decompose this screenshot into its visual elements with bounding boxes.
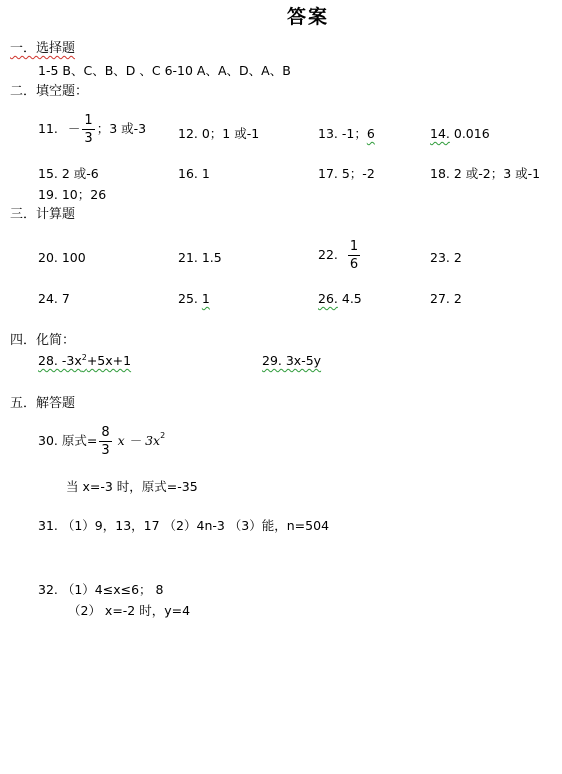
q14-value: 0.016 (453, 126, 490, 141)
answer-12: 12. 0；1 或-1 (178, 126, 260, 141)
q26-value: 4.5 (341, 291, 362, 306)
q28-suffix: +5x+1 (86, 353, 132, 368)
answer-30: 30. 原式= $\frac{8}{3}$ x － 3x $^2$ (38, 425, 166, 458)
fraction-bar (99, 441, 111, 442)
answer-32-part1: 32. （1）4≤x≤6； 8 (38, 582, 164, 597)
q11-denominator: 3 (84, 130, 93, 146)
heading-text: 一．选择题 (10, 41, 76, 56)
q29-text: 29. 3x-5y (262, 353, 322, 368)
answer-31: 31. （1）9，13，17 （2）4n-3 （3）能，n=504 (38, 518, 330, 533)
answer-19: 19. 10；26 (38, 187, 107, 202)
section-heading-solve: 五．解答题 (10, 396, 76, 411)
answer-18: 18. 2 或-2；3 或-1 (430, 166, 541, 181)
answer-26 (318, 293, 362, 306)
answer-14 (430, 128, 490, 141)
answer-25 (178, 293, 320, 306)
fraction-bar (348, 255, 360, 256)
q30-fraction (99, 426, 111, 457)
q14-label: 14. (430, 126, 450, 141)
fraction-bar (82, 129, 94, 130)
q28-exponent: 2 (81, 352, 87, 362)
section-heading-fill: 二．填空题： (10, 84, 89, 99)
answer-27: 27. 2 (430, 291, 462, 306)
q28-prefix: 28. -3x (38, 353, 82, 368)
answer-28 (38, 352, 241, 368)
q26-label: 26. (318, 291, 338, 306)
q13-label: 13. -1； (318, 126, 367, 141)
q22-denominator: 6 (349, 256, 359, 272)
answer-20: 20. 100 (38, 250, 86, 265)
q30-numerator: 8 (101, 425, 110, 440)
answer-23: 23. 2 (430, 250, 462, 265)
answer-16: 16. 1 (178, 166, 210, 181)
answer-22 (318, 240, 362, 271)
section-heading-choice (10, 42, 75, 55)
q11-minus: － (67, 121, 81, 137)
q13-value: 6 (366, 126, 375, 141)
answer-32-part2: （2） x=-2 时，y=4 (68, 603, 191, 618)
q22-numerator: 1 (349, 239, 359, 254)
answer-30-result: 当 x=-3 时，原式=-35 (66, 479, 198, 494)
q11-numerator: 1 (84, 113, 93, 128)
q30-denominator: 3 (101, 442, 110, 458)
q11-fraction (82, 114, 94, 145)
answer-24: 24. 7 (38, 291, 70, 306)
q22-number: 22. (318, 247, 338, 263)
section-heading-calc: 三．计算题 (10, 207, 76, 222)
q30-expression: x － 3x (117, 433, 161, 449)
answer-17: 17. 5；-2 (318, 166, 375, 181)
q25-label: 25. (178, 291, 198, 306)
q11-rest: ；3 或-3 (96, 121, 147, 137)
answer-13 (318, 128, 415, 141)
answer-21: 21. 1.5 (178, 250, 222, 265)
choice-answers: 1-5 B、C、B、D 、C 6-10 A、A、D、A、B (38, 63, 291, 78)
q25-value: 1 (201, 291, 210, 306)
page-title: 答案 (287, 6, 330, 28)
answer-15: 15. 2 或-6 (38, 166, 99, 181)
q30-prefix: 30. 原式= (38, 433, 98, 449)
answer-11 (38, 114, 146, 145)
q22-fraction (348, 240, 360, 271)
section-heading-simplify: 四．化简： (10, 333, 76, 348)
q11-number: 11. (38, 121, 58, 137)
answer-29 (262, 355, 321, 368)
